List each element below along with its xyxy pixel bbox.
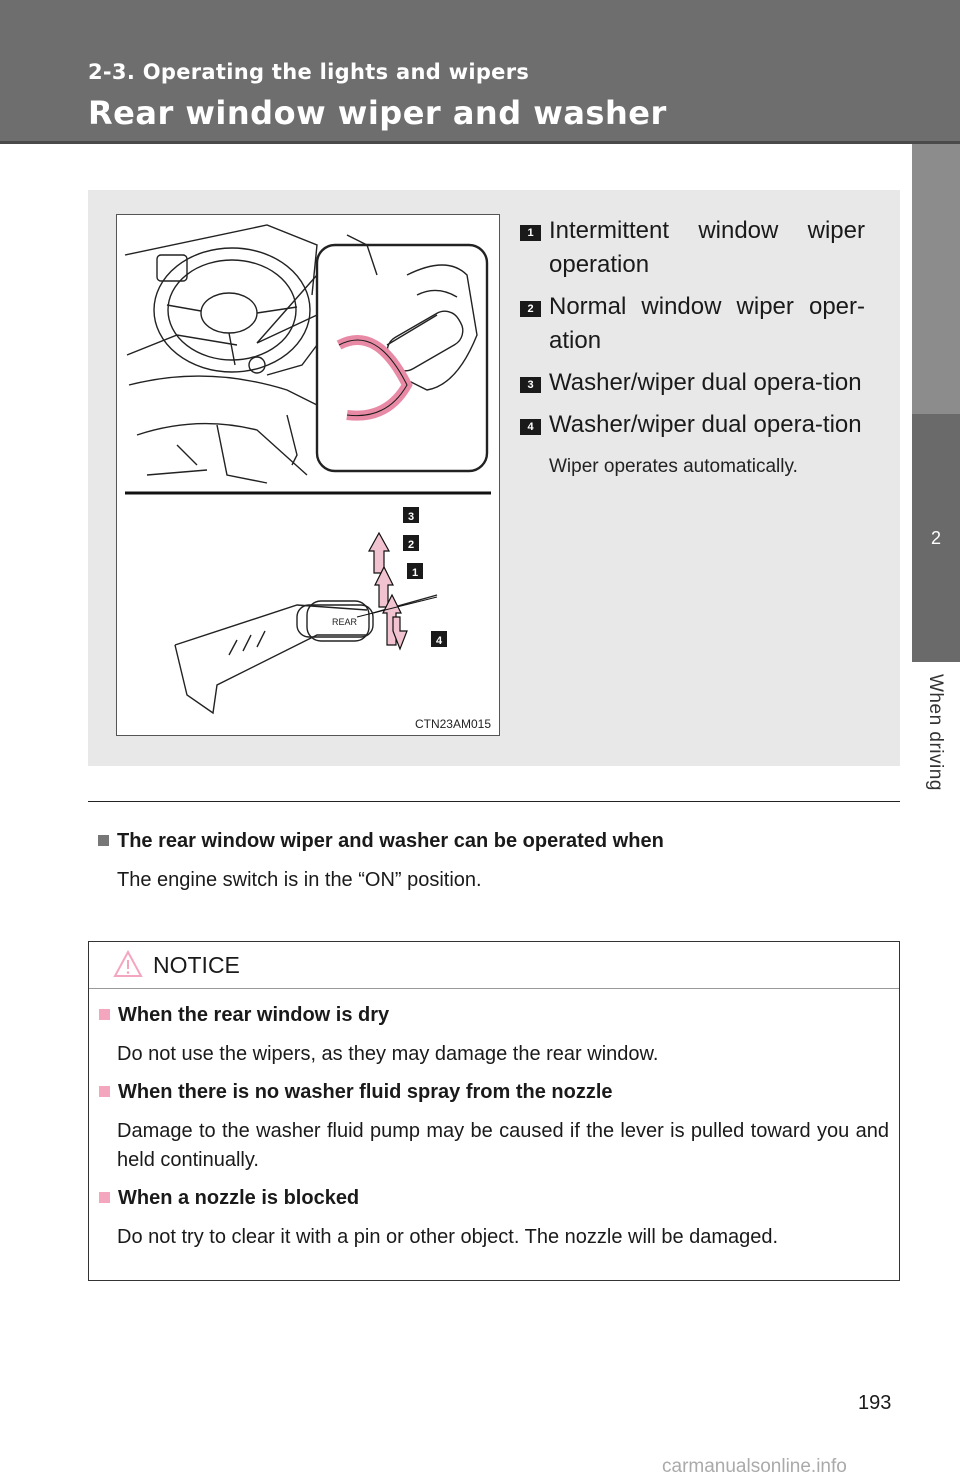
figure-markers: [403, 507, 447, 647]
bullet-square-icon: [99, 1009, 110, 1020]
legend-note: Wiper operates automatically.: [549, 456, 798, 477]
page-title: Rear window wiper and washer: [88, 94, 667, 132]
legend-number: 3: [520, 377, 541, 393]
section-label: 2-3. Operating the lights and wipers: [88, 60, 530, 84]
bullet-square-icon: [98, 835, 109, 846]
chapter-number: 2: [912, 414, 960, 662]
notice-title: NOTICE: [153, 952, 240, 978]
legend-item: [520, 366, 865, 400]
notice-item-text: Damage to the washer fluid pump may be caused if the lever is pulled toward you and held continually.: [117, 1120, 889, 1171]
notice-item-heading: When a nozzle is blocked: [99, 1187, 889, 1210]
section-divider: [88, 801, 900, 802]
wiper-illustration: [116, 214, 500, 736]
lever-label: REAR: [332, 617, 358, 627]
svg-text:4: 4: [435, 635, 443, 647]
legend-number: 4: [520, 419, 541, 435]
svg-text:3: 3: [407, 511, 415, 523]
dashboard-lever-drawing: [117, 215, 499, 735]
warning-triangle-icon: [113, 950, 143, 978]
notice-box: [88, 941, 900, 1281]
page-header: [0, 0, 960, 144]
notice-item-text: Do not use the wipers, as they may damage the rear window.: [117, 1043, 659, 1065]
notice-item-heading: When there is no washer fluid spray from the nozzle: [99, 1081, 889, 1104]
page-number: 193: [858, 1392, 892, 1414]
chapter-tab[interactable]: [912, 144, 960, 1484]
bullet-square-icon: [99, 1192, 110, 1203]
legend-number: 1: [520, 225, 541, 241]
legend-text: Washer/wiper dual opera-tion: [549, 411, 862, 438]
legend-item: [520, 214, 865, 282]
legend-text: Intermittent window wiper operation: [549, 217, 865, 278]
notice-item-text: Do not try to clear it with a pin or other object. The nozzle will be damaged.: [117, 1226, 779, 1248]
condition-heading: The rear window wiper and washer can be operated when: [98, 830, 664, 853]
legend-text: Washer/wiper dual opera-tion: [549, 369, 862, 396]
notice-body: [99, 1004, 889, 1264]
legend-number: 2: [520, 301, 541, 317]
svg-text:2: 2: [407, 539, 415, 551]
figure-legend: [520, 214, 865, 478]
chapter-label: When driving: [925, 674, 946, 791]
legend-item: [520, 290, 865, 358]
svg-text:1: 1: [411, 567, 419, 579]
legend-item: [520, 408, 865, 442]
notice-header: [89, 942, 899, 989]
condition-text: The engine switch is in the “ON” position.: [117, 869, 482, 891]
watermark[interactable]: carmanualsonline.info: [662, 1456, 847, 1477]
figure-code: CTN23AM015: [414, 717, 491, 731]
legend-text: Normal window wiper oper-ation: [549, 293, 865, 354]
notice-item-heading: When the rear window is dry: [99, 1004, 889, 1027]
bullet-square-icon: [99, 1086, 110, 1097]
